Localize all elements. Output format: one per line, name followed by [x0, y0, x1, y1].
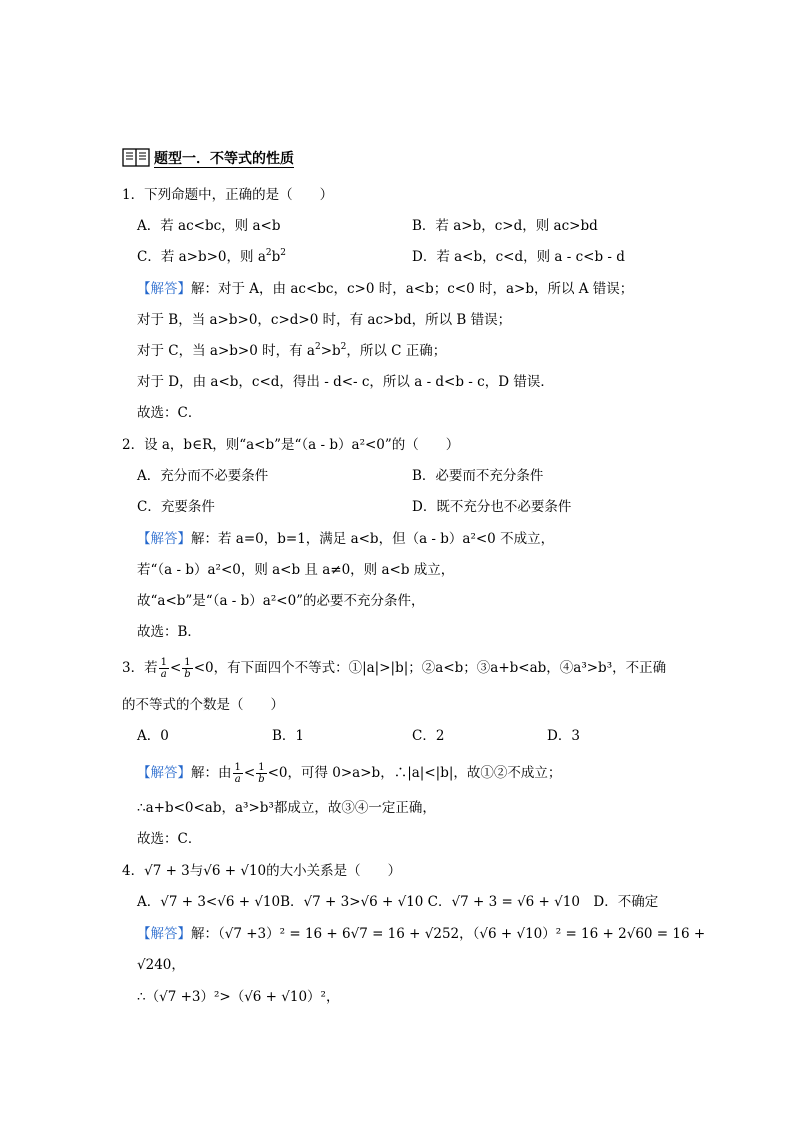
q2-answer-text: 解：若 a=0，b=1，满足 a<b，但（a - b）a²<0 不成立，: [191, 531, 555, 547]
q2-option-b: B．必要而不充分条件: [412, 468, 544, 484]
q4-answer-text: 解：（√7 +3）² = 16 + 6√7 = 16 + √252，（√6 + √10）² = 16 + 2√60 = 16 +: [191, 926, 706, 942]
q2-stem: 2．设 a，b∈R，则“a<b”是“（a - b）a²<0”的（ ）: [122, 437, 460, 453]
answer-tag: 【解答】: [137, 531, 191, 547]
q3-answer-line2: ∴a+b<0<ab，a³>b³都成立，故③④一定正确，: [137, 800, 436, 816]
fraction: [182, 657, 192, 680]
q1-l3c: ，所以 C 正确；: [346, 343, 447, 359]
q3-stem-pre: 3．若: [122, 660, 158, 676]
q4-stem: 4．√7 + 3与√6 + √10的大小关系是（ ）: [122, 863, 402, 879]
q3-l1-post: <0，可得 0>a>b，∴|a|<|b|，故①②不成立；: [267, 765, 562, 781]
denominator: a: [234, 774, 241, 785]
q1-l3b: >b: [320, 343, 341, 359]
numerator: 1: [182, 657, 192, 669]
superscript: 2: [314, 342, 321, 352]
numerator: 1: [160, 657, 167, 668]
q1-answer-line2: 对于 B，当 a>b>0，c>d>0 时，有 ac>bd，所以 B 错误；: [137, 312, 512, 328]
q2-option-a: A．充分而不必要条件: [137, 468, 269, 484]
section-title: 题型一．不等式的性质: [154, 151, 294, 167]
denominator: a: [160, 669, 167, 680]
q3-l1-pre: 解：由: [191, 765, 232, 781]
q1-answer-line1: [137, 280, 633, 298]
q4-answer-line3: ∴（√7 +3）²>（√6 + √10）²，: [137, 989, 340, 1005]
q1-answer-line4: 对于 D，由 a<b，c<d，得出 - d<- c，所以 a - d<b - c，D 错误．: [137, 374, 554, 390]
fraction: [233, 762, 243, 785]
q1-option-c-text2: b: [271, 249, 281, 265]
q3-option-c: C．2: [412, 728, 445, 744]
superscript: 2: [340, 342, 347, 352]
denominator: b: [258, 774, 265, 785]
q2-answer-line1: [137, 530, 554, 548]
q2-answer-line4: 故选：B．: [137, 624, 201, 640]
q1-l3a: 对于 C，当 a>b>0 时，有 a: [137, 343, 315, 359]
q2-answer-line2: 若“（a - b）a²<0，则 a<b 且 a≠0，则 a<b 成立，: [137, 562, 455, 578]
open-book-icon: [122, 146, 150, 168]
answer-tag: 【解答】: [137, 281, 191, 297]
superscript: 2: [280, 248, 286, 258]
q3-option-b: B．1: [272, 728, 305, 744]
q1-option-c: [137, 248, 286, 266]
q3-answer-line3: 故选：C．: [137, 831, 202, 847]
q1-answer-line5: 故选：C．: [137, 405, 202, 421]
q3-answer-line1: 【解答】解：由 $\frac{1}{a}$ < $\frac{1}{b}$ <0，可得 0>a>b，∴|a|<|b|，故①②不成立；: [137, 762, 562, 785]
q4-options: A．√7 + 3<√6 + √10B．√7 + 3>√6 + √10 C．√7 + 3 = √6 + √10 D．不确定: [137, 894, 659, 910]
q3-option-a: A．0: [137, 728, 169, 744]
section-header: [122, 146, 722, 170]
q4-answer-line2: √240，: [137, 957, 185, 973]
denominator: b: [184, 669, 191, 680]
answer-tag: 【解答】: [137, 765, 191, 781]
q1-option-a: A．若 ac<bc，则 a<b: [137, 218, 281, 234]
superscript: 2: [265, 248, 272, 258]
q3-stem: 3．若 $\frac{1}{a}$ < $\frac{1}{b}$ <0，有下面四个不等式：①|a|>|b|；②a<b；③a+b<ab，④a³>b³，不正确: [122, 657, 667, 680]
q2-option-d: D．既不充分也不必要条件: [412, 499, 572, 515]
q3-stem-line2: 的不等式的个数是（ ）: [122, 697, 284, 713]
q1-stem: 1．下列命题中，正确的是（ ）: [122, 187, 334, 203]
fraction: [256, 762, 266, 785]
q1-answer-line3: [137, 342, 446, 360]
q2-option-c: C．充要条件: [137, 499, 215, 515]
q1-answer-text: 解：对于 A，由 ac<bc，c>0 时，a<b；c<0 时，a>b，所以 A 错误；: [191, 281, 634, 297]
q2-answer-line3: 故“a<b”是“（a - b）a²<0”的必要不充分条件，: [137, 593, 425, 609]
q3-option-d: D．3: [547, 728, 580, 744]
numerator: 1: [256, 762, 266, 774]
answer-tag: 【解答】: [137, 926, 191, 942]
q1-option-b: B．若 a>b，c>d，则 ac>bd: [412, 218, 598, 234]
fraction: [159, 657, 169, 680]
q1-option-c-text: C．若 a>b>0，则 a: [137, 249, 266, 265]
q4-answer-line1: [137, 925, 705, 943]
q3-stem-post: <0，有下面四个不等式：①|a|>|b|；②a<b；③a+b<ab，④a³>b³，不正确: [193, 660, 667, 676]
q1-option-d: D．若 a<b，c<d，则 a - c<b - d: [412, 249, 625, 265]
numerator: 1: [234, 762, 241, 773]
